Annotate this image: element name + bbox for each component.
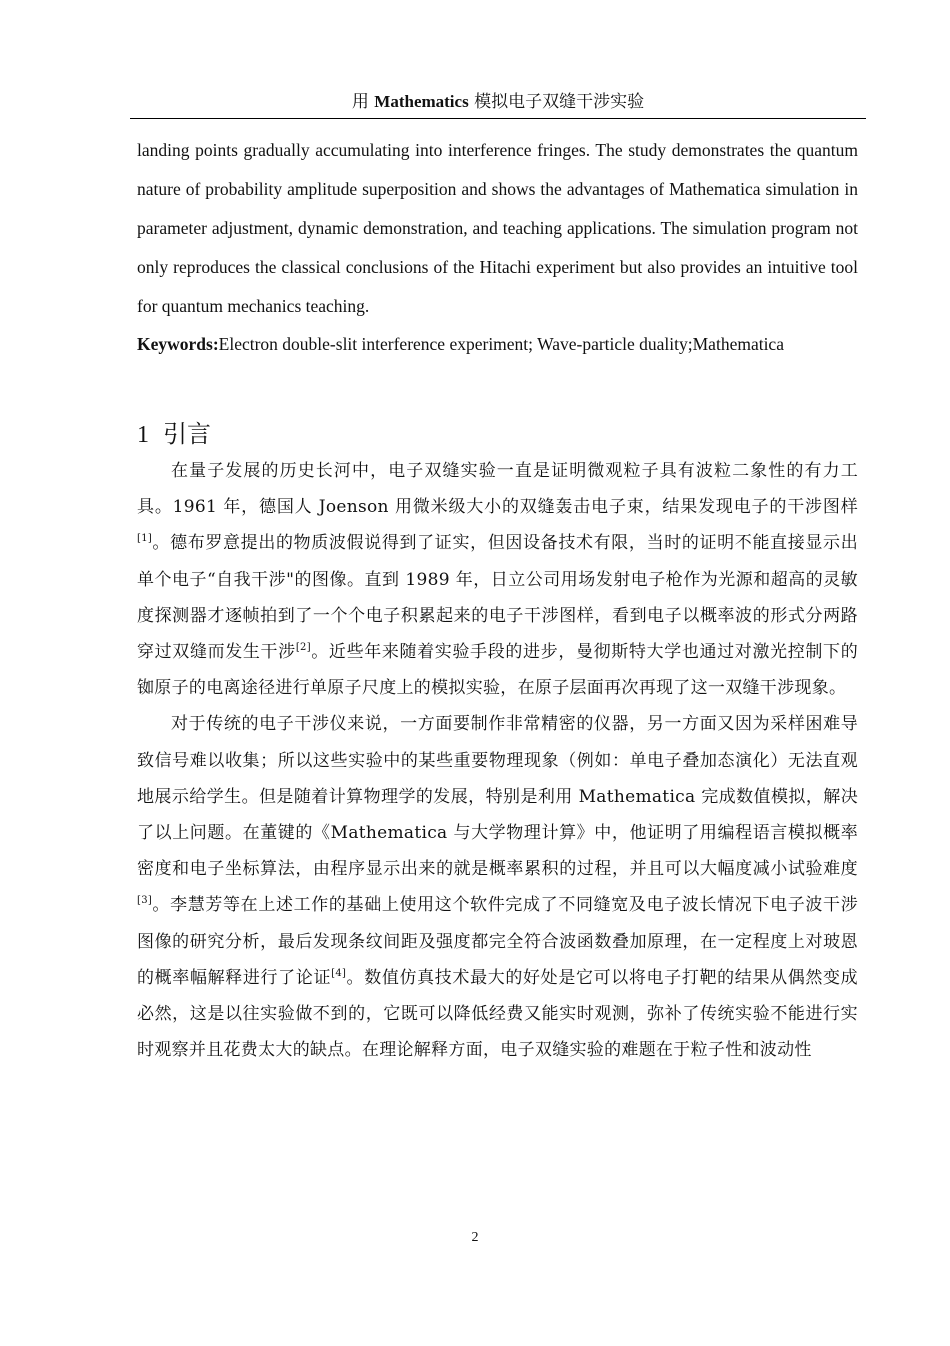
p2-text-2: 。李慧芳等在上述工作的基础上使用这个软件完成了不同缝宽及电子波长情况下电子波干涉图像的研究分析，最后发现条纹间距及强度都完全符合波函数叠加原理，在一定程度上对玻恩的概率幅解释进行了论证 (137, 895, 858, 988)
citation-3: [3] (137, 895, 153, 907)
header-rule (130, 118, 866, 119)
section-title: 引言 (163, 420, 211, 448)
paragraph-2 (137, 706, 858, 1068)
keywords-line (137, 330, 867, 358)
p1-text-3: 。近些年来随着实验手段的进步，曼彻斯特大学也通过对激光控制下的铷原子的电离途径进行单原子尺度上的模拟实验，在原子层面再次再现了这一双缝干涉现象。 (137, 642, 858, 699)
header-suffix: 模拟电子双缝干涉实验 (468, 92, 645, 112)
p1-text-1: 在量子发展的历史长河中，电子双缝实验一直是证明微观粒子具有波粒二象性的有力工具。1961 年，德国人 Joenson 用微米级大小的双缝轰击电子束，结果发现电子的干涉图样 (137, 461, 858, 518)
abstract-continuation (137, 131, 858, 326)
citation-1: [1] (137, 533, 153, 545)
abstract-text: landing points gradually accumulating into interference fringes. The study demonstrates the quantum nature of probability amplitude superposition and shows the advantages of Mathematica simulation in parameter adjustment, dynamic demonstration, and teaching applications. The simulation program not only reproduces the classical conclusions of the Hitachi experiment but also provides an intuitive tool for quantum mechanics teaching. (137, 140, 858, 316)
section-heading (137, 418, 211, 451)
p2-text-3: 。数值仿真技术最大的好处是它可以将电子打靶的结果从偶然变成必然，这是以往实验做不到的，它既可以降低经费又能实时观测，弥补了传统实验不能进行实时观察并且花费太大的缺点。在理论解释方面，电子双缝实验的难题在于粒子性和波动性 (137, 967, 858, 1061)
body-text (137, 453, 858, 1068)
p2-text-1: 对于传统的电子干涉仪来说，一方面要制作非常精密的仪器，另一方面又因为采样困难导致信号难以收集；所以这些实验中的某些重要物理现象（例如：单电子叠加态演化）无法直观地展示给学生。但是随着计算物理学的发展，特别是利用 Mathematica 完成数值模拟，解决了以上问题。在董键的《Mathematica 与大学物理计算》中，他证明了用编程语言模拟概率密度和电子坐标算法，由程序显示出来的就是概率累积的过程，并且可以大幅度减小试验难度 (137, 714, 858, 880)
citation-2: [2] (295, 642, 311, 654)
page-number: 2 (471, 1230, 479, 1245)
running-header (130, 88, 866, 118)
citation-4: [4] (331, 967, 347, 979)
keywords-label: Keywords: (137, 334, 219, 354)
keywords-text: Electron double-slit interference experiment; Wave-particle duality;Mathematica (218, 334, 784, 354)
paragraph-1 (137, 453, 858, 706)
header-bold: Mathematics (374, 92, 469, 111)
p1-text-2: 。德布罗意提出的物质波假说得到了证实，但因设备技术有限，当时的证明不能直接显示出单个电子“自我干涉"的图像。直到 1989 年，日立公司用场发射电子枪作为光源和超高的灵敏度探测器才逐帧拍到了一个个电子积累起来的电子干涉图样，看到电子以概率波的形式分两路穿过双缝而发生干涉 (137, 533, 858, 663)
header-prefix: 用 (351, 92, 375, 112)
section-number: 1 (137, 422, 149, 448)
